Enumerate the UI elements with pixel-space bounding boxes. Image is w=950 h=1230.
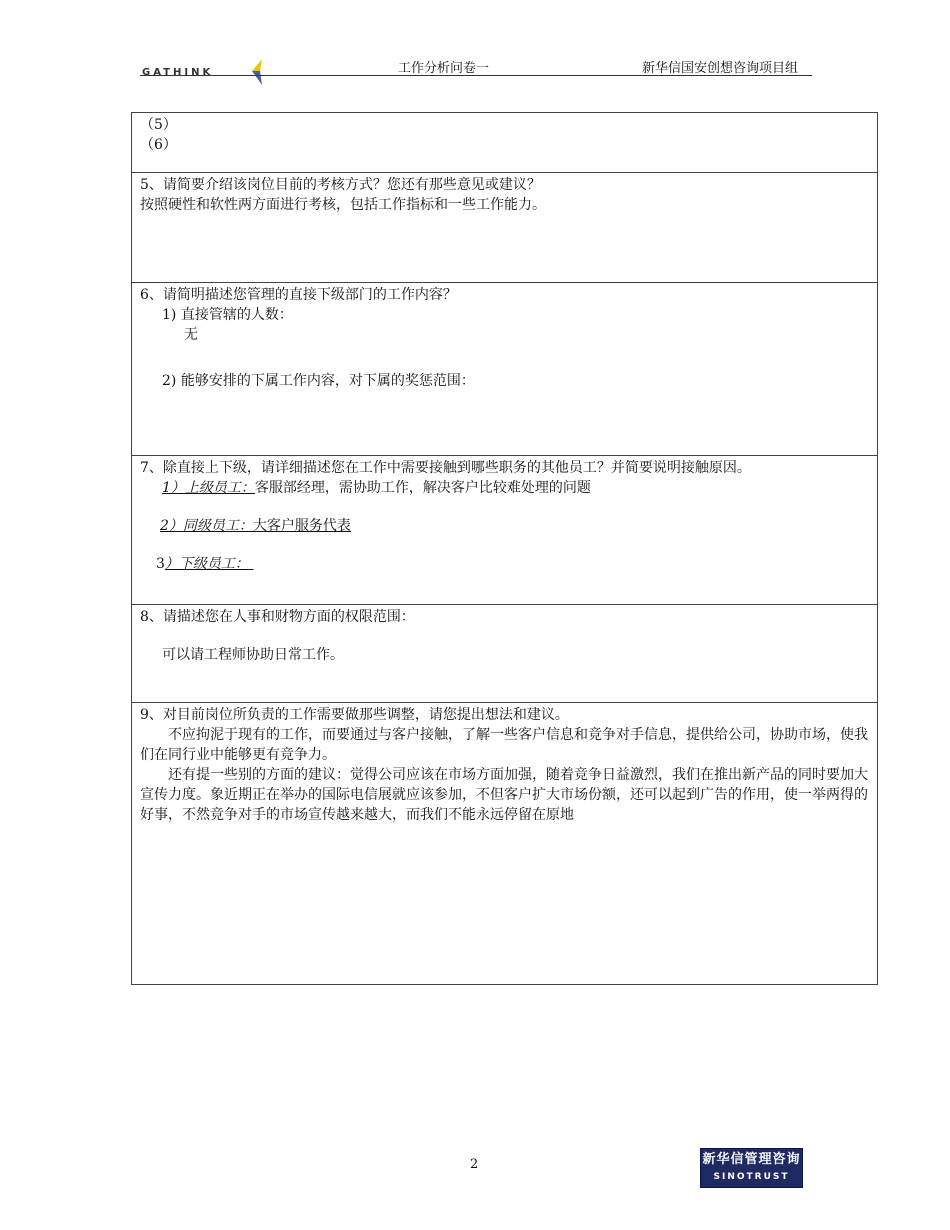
subordinate-contact xyxy=(140,554,869,574)
project-group-name: 新华信国安创想咨询项目组 xyxy=(642,61,799,76)
document-title: 工作分析问卷一 xyxy=(398,61,490,76)
question-5: 5、请简要介绍该岗位目前的考核方式？您还有那些意见或建议？ xyxy=(140,177,541,193)
superior-contact xyxy=(140,478,869,498)
logo-arrow-icon xyxy=(248,55,268,87)
list-item-6: （6） xyxy=(140,137,177,153)
question-6-sub1: 1) 直接管辖的人数： xyxy=(162,307,293,323)
list-item-5: （5） xyxy=(140,117,177,133)
answer-9-paragraph-1: 不应拘泥于现有的工作，而要通过与客户接触，了解一些客户信息和竞争对手信息，提供给公司，协助市场，使我们在同行业中能够更有竞争力。 xyxy=(140,727,868,763)
answer-6-sub1: 无 xyxy=(184,327,198,343)
logo-text: GATHINK xyxy=(142,67,214,78)
questionnaire-table xyxy=(131,112,878,985)
question-6-sub2: 2) 能够安排的下属工作内容，对下属的奖惩范围： xyxy=(162,373,475,389)
peer-label: 2）同级员工： xyxy=(160,518,253,534)
superior-answer: 客服部经理，需协助工作，解决客户比较难处理的问题 xyxy=(254,480,591,496)
section-9-suggestions xyxy=(132,703,877,984)
question-9: 9、对目前岗位所负责的工作需要做那些调整，请您提出想法和建议。 xyxy=(140,707,569,723)
answer-8: 可以请工程师协助日常工作。 xyxy=(162,647,344,663)
subordinate-answer xyxy=(249,556,253,572)
section-7-contacts xyxy=(132,456,877,605)
peer-contact xyxy=(140,516,869,536)
subordinate-label: ）下级员工： xyxy=(164,556,249,572)
sinotrust-logo xyxy=(700,1148,803,1188)
superior-label: 1）上级员工： xyxy=(162,480,255,496)
section-continued xyxy=(132,113,877,173)
header-divider xyxy=(140,75,812,76)
section-6-subordinates xyxy=(132,283,877,456)
section-8-authority xyxy=(132,605,877,703)
sinotrust-logo-cn: 新华信管理咨询 xyxy=(702,1152,801,1167)
question-7: 7、除直接上下级，请详细描述您在工作中需要接触到哪些职务的其他员工？并简要说明接触原因。 xyxy=(140,460,751,476)
question-8: 8、请描述您在人事和财物方面的权限范围： xyxy=(140,609,415,625)
page-header xyxy=(140,55,812,87)
answer-9-paragraph-2: 还有提一些别的方面的建议：觉得公司应该在市场方面加强，随着竞争日益激烈，我们在推出新产品的同时要加大宣传力度。象近期正在举办的国际电信展就应该参加，不但客户扩大市场份额，还可以起到广告的作用，使一举两得的好事，不然竞争对手的市场宣传越来越大，而我们不能永远停留在原地 xyxy=(140,767,868,823)
page-number: 2 xyxy=(470,1157,479,1172)
subordinate-number: 3 xyxy=(156,556,165,572)
sinotrust-logo-en: SINOTRUST xyxy=(713,1172,790,1182)
question-6: 6、请简明描述您管理的直接下级部门的工作内容？ xyxy=(140,287,457,303)
answer-5: 按照硬性和软性两方面进行考核，包括工作指标和一些工作能力。 xyxy=(140,197,546,213)
peer-answer: 大客户服务代表 xyxy=(252,518,351,534)
section-5-assessment xyxy=(132,173,877,283)
gathink-logo xyxy=(140,55,270,87)
